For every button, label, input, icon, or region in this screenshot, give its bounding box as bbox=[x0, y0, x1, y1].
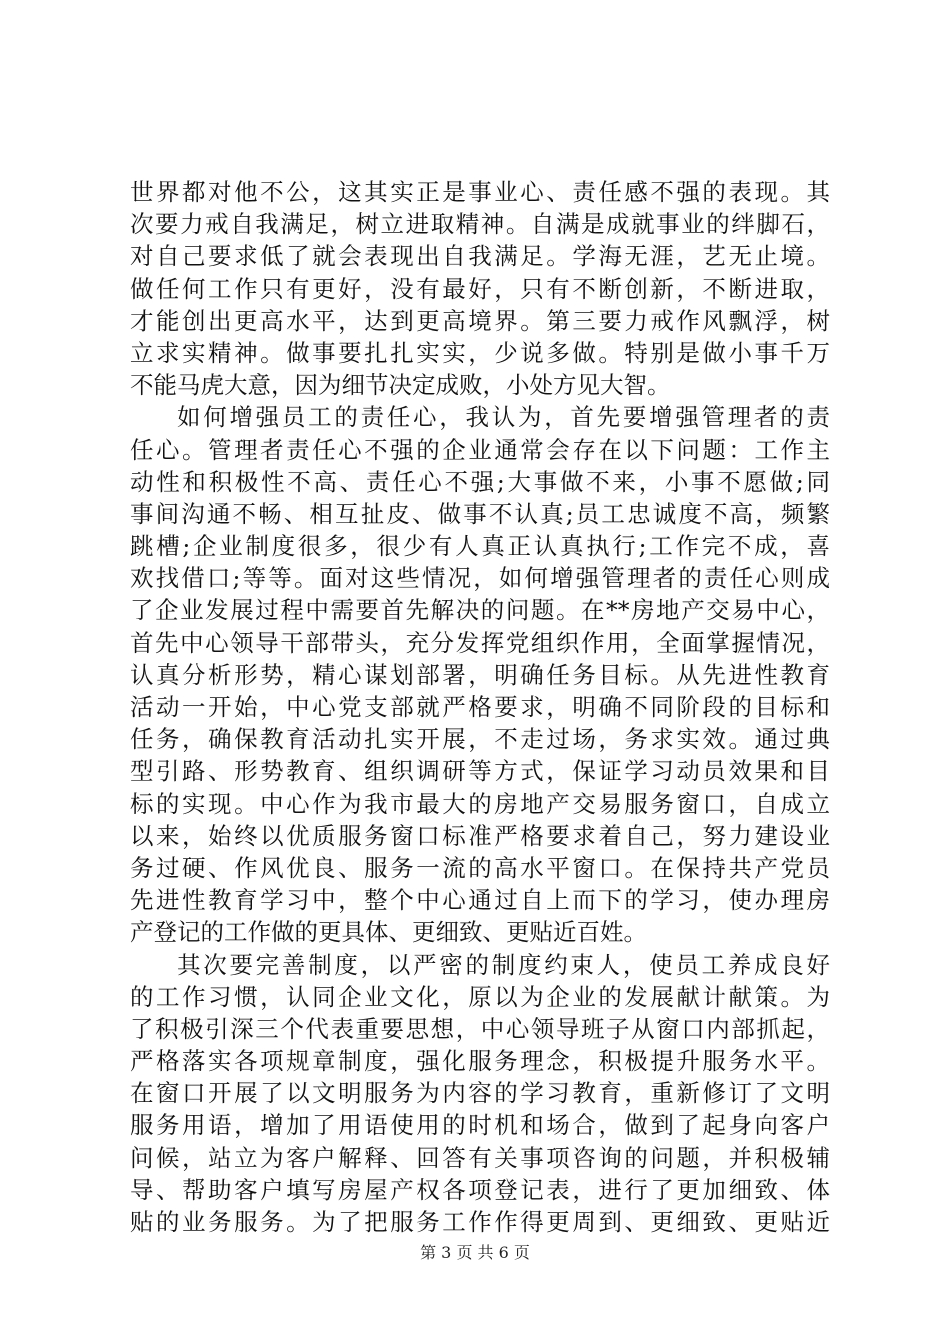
text-line: 欢找借口;等等。面对这些情况，如何增强管理者的责任心则成 bbox=[130, 564, 830, 593]
text-line: 在窗口开展了以文明服务为内容的学习教育，重新修订了文明 bbox=[130, 1079, 830, 1108]
page-number: 第 3 页 共 6 页 bbox=[420, 1243, 530, 1262]
text-line: 认真分析形势，精心谋划部署，明确任务目标。从先进性教育 bbox=[130, 660, 830, 689]
text-line: 首先中心领导干部带头，充分发挥党组织作用，全面掌握情况， bbox=[130, 628, 830, 657]
text-line: 活动一开始，中心党支部就严格要求，明确不同阶段的目标和 bbox=[130, 693, 830, 721]
text-line: 严格落实各项规章制度，强化服务理念，积极提升服务水平。 bbox=[130, 1047, 830, 1076]
text-line: 事间沟通不畅、相互扯皮、做事不认真;员工忠诚度不高，频繁 bbox=[130, 499, 830, 528]
text-line: 不能马虎大意，因为细节决定成败，小处方见大智。 bbox=[130, 371, 671, 400]
text-line: 的工作习惯，认同企业文化，原以为企业的发展献计献策。为 bbox=[130, 982, 830, 1011]
body-text bbox=[130, 176, 830, 1238]
text-line: 务过硬、作风优良、服务一流的高水平窗口。在保持共产党员 bbox=[130, 853, 830, 882]
text-line: 导、帮助客户填写房屋产权各项登记表，进行了更加细致、体 bbox=[130, 1175, 830, 1204]
text-line: 世界都对他不公，这其实正是事业心、责任感不强的表现。其 bbox=[130, 178, 830, 206]
text-line: 产登记的工作做的更具体、更细致、更贴近百姓。 bbox=[130, 918, 647, 947]
text-line: 任心。管理者责任心不强的企业通常会存在以下问题：工作主 bbox=[130, 435, 830, 464]
paragraph-first-line: 如何增强员工的责任心，我认为，首先要增强管理者的责 bbox=[177, 403, 830, 432]
text-line: 型引路、形势教育、组织调研等方式，保证学习动员效果和目 bbox=[130, 757, 830, 786]
text-line: 才能创出更高水平，达到更高境界。第三要力戒作风飘浮，树 bbox=[130, 306, 830, 335]
text-line: 服务用语，增加了用语使用的时机和场合，做到了起身向客户 bbox=[130, 1111, 830, 1140]
paragraph-first-line: 其次要完善制度，以严密的制度约束人，使员工养成良好 bbox=[177, 950, 830, 979]
text-line: 任务，确保教育活动扎实开展，不走过场，务求实效。通过典 bbox=[130, 725, 830, 754]
text-line: 跳槽;企业制度很多，很少有人真正认真执行;工作完不成，喜 bbox=[130, 532, 830, 561]
text-line: 了积极引深三个代表重要思想，中心领导班子从窗口内部抓起， bbox=[130, 1014, 830, 1043]
text-line: 了企业发展过程中需要首先解决的问题。在**房地产交易中心， bbox=[130, 596, 830, 625]
text-line: 问候，站立为客户解释、回答有关事项咨询的问题，并积极辅 bbox=[130, 1143, 830, 1172]
text-line: 动性和积极性不高、责任心不强;大事做不来，小事不愿做;同 bbox=[130, 467, 830, 496]
page-footer bbox=[0, 1243, 950, 1263]
text-line: 先进性教育学习中，整个中心通过自上而下的学习，使办理房 bbox=[130, 886, 830, 915]
text-line: 以来，始终以优质服务窗口标准严格要求着自己，努力建设业 bbox=[130, 821, 830, 850]
text-line: 贴的业务服务。为了把服务工作作得更周到、更细致、更贴近 bbox=[130, 1208, 830, 1236]
text-line: 对自己要求低了就会表现出自我满足。学海无涯，艺无止境。 bbox=[130, 242, 830, 271]
text-line: 次要力戒自我满足，树立进取精神。自满是成就事业的绊脚石， bbox=[130, 210, 830, 239]
text-line: 标的实现。中心作为我市最大的房地产交易服务窗口，自成立 bbox=[130, 789, 830, 818]
text-line: 做任何工作只有更好，没有最好，只有不断创新，不断进取， bbox=[130, 274, 830, 303]
text-line: 立求实精神。做事要扎扎实实，少说多做。特别是做小事千万 bbox=[130, 338, 830, 367]
